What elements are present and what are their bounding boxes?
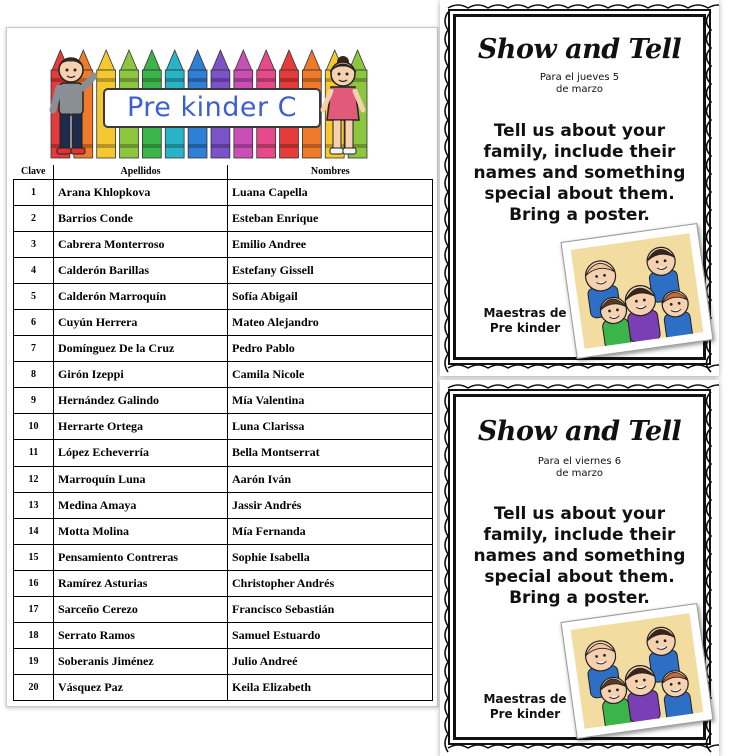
nombres-cell: Pedro Pablo	[228, 336, 433, 362]
flyer-teachers	[470, 692, 580, 722]
table-row	[14, 623, 433, 649]
table-row	[14, 518, 433, 544]
table-row	[14, 336, 433, 362]
table-row	[14, 440, 433, 466]
table-row	[14, 649, 433, 675]
table-row	[14, 257, 433, 283]
table-header-row	[14, 165, 433, 179]
nombres-cell: Julio Andreé	[228, 649, 433, 675]
apellidos-cell: Pensamiento Contreras	[54, 544, 228, 570]
clave-cell: 4	[14, 257, 54, 283]
nombres-cell: Esteban Enrique	[228, 205, 433, 231]
girl-illustration-icon	[319, 54, 369, 158]
table-row	[14, 362, 433, 388]
table-row	[14, 597, 433, 623]
nombres-cell: Bella Montserrat	[228, 440, 433, 466]
nombres-cell: Luana Capella	[228, 179, 433, 205]
apellidos-cell: Cabrera Monterroso	[54, 231, 228, 257]
apellidos-cell: Serrato Ramos	[54, 623, 228, 649]
nombres-cell: Luna Clarissa	[228, 414, 433, 440]
clave-cell: 6	[14, 309, 54, 335]
flyer-message: Tell us about your family, include their names and something special about them. Bring a poster.	[473, 121, 686, 225]
header-apellidos: Apellidos	[54, 165, 228, 179]
clave-cell: 1	[14, 179, 54, 205]
class-banner	[49, 48, 369, 160]
apellidos-cell: Hernández Galindo	[54, 388, 228, 414]
flyer-date-line1: Para el viernes 6	[537, 456, 622, 467]
clave-cell: 20	[14, 675, 54, 701]
nombres-cell: Francisco Sebastián	[228, 597, 433, 623]
nombres-cell: Mía Fernanda	[228, 518, 433, 544]
nombres-cell: Jassir Andrés	[228, 492, 433, 518]
nombres-cell: Mateo Alejandro	[228, 309, 433, 335]
clave-cell: 17	[14, 597, 54, 623]
clave-cell: 7	[14, 336, 54, 362]
clave-cell: 5	[14, 283, 54, 309]
table-row	[14, 205, 433, 231]
table-row	[14, 388, 433, 414]
apellidos-cell: Ramírez Asturias	[54, 570, 228, 596]
apellidos-cell: Vásquez Paz	[54, 675, 228, 701]
nombres-cell: Camila Nicole	[228, 362, 433, 388]
flyer-message: Tell us about your family, include their names and something special about them. Bring a poster.	[473, 504, 686, 608]
boy-illustration-icon	[47, 54, 97, 158]
apellidos-cell: Barrios Conde	[54, 205, 228, 231]
flyer-date	[440, 456, 719, 480]
apellidos-cell: Herrarte Ortega	[54, 414, 228, 440]
flyer-date-line1: Para el jueves 5	[539, 72, 620, 83]
header-clave: Clave	[14, 165, 54, 179]
student-rows	[14, 179, 433, 701]
apellidos-cell: Motta Molina	[54, 518, 228, 544]
flyer-date-line2: de marzo	[555, 468, 604, 479]
table-row	[14, 466, 433, 492]
clave-cell: 2	[14, 205, 54, 231]
clave-cell: 3	[14, 231, 54, 257]
table-row	[14, 492, 433, 518]
apellidos-cell: Cuyún Herrera	[54, 309, 228, 335]
apellidos-cell: Soberanis Jiménez	[54, 649, 228, 675]
clave-cell: 10	[14, 414, 54, 440]
class-roster-sheet	[6, 27, 438, 707]
clave-cell: 14	[14, 518, 54, 544]
flyer-teachers-line2: Pre kinder	[489, 707, 561, 721]
flyer-teachers-line1: Maestras de	[483, 306, 567, 320]
clave-cell: 9	[14, 388, 54, 414]
flyer-date-line2: de marzo	[555, 84, 604, 95]
flyer-teachers-line2: Pre kinder	[489, 321, 561, 335]
nombres-cell: Keila Elizabeth	[228, 675, 433, 701]
flyer-headline: Show and Tell	[477, 34, 682, 65]
apellidos-cell: Sarceño Cerezo	[54, 597, 228, 623]
nombres-cell: Samuel Estuardo	[228, 623, 433, 649]
apellidos-cell: Arana Khlopkova	[54, 179, 228, 205]
table-row	[14, 414, 433, 440]
table-row	[14, 309, 433, 335]
apellidos-cell: Calderón Barillas	[54, 257, 228, 283]
clave-cell: 12	[14, 466, 54, 492]
table-row	[14, 179, 433, 205]
clave-cell: 8	[14, 362, 54, 388]
flyer-date	[440, 72, 719, 96]
apellidos-cell: Marroquín Luna	[54, 466, 228, 492]
show-and-tell-flyer-friday	[440, 380, 719, 756]
table-row	[14, 544, 433, 570]
clave-cell: 11	[14, 440, 54, 466]
show-and-tell-flyer-thursday	[440, 0, 719, 376]
nombres-cell: Aarón Iván	[228, 466, 433, 492]
table-row	[14, 675, 433, 701]
apellidos-cell: Medina Amaya	[54, 492, 228, 518]
apellidos-cell: Calderón Marroquín	[54, 283, 228, 309]
clave-cell: 16	[14, 570, 54, 596]
table-row	[14, 231, 433, 257]
family-photo-icon	[560, 223, 713, 359]
apellidos-cell: Domínguez De la Cruz	[54, 336, 228, 362]
class-title: Pre kinder C	[103, 88, 321, 128]
apellidos-cell: Girón Izeppi	[54, 362, 228, 388]
flyer-teachers-line1: Maestras de	[483, 692, 567, 706]
clave-cell: 15	[14, 544, 54, 570]
clave-cell: 13	[14, 492, 54, 518]
nombres-cell: Estefany Gissell	[228, 257, 433, 283]
clave-cell: 19	[14, 649, 54, 675]
nombres-cell: Christopher Andrés	[228, 570, 433, 596]
flyer-teachers	[470, 306, 580, 336]
apellidos-cell: López Echeverría	[54, 440, 228, 466]
nombres-cell: Mía Valentina	[228, 388, 433, 414]
table-row	[14, 283, 433, 309]
header-nombres: Nombres	[228, 165, 433, 179]
table-row	[14, 570, 433, 596]
nombres-cell: Sophie Isabella	[228, 544, 433, 570]
flyer-headline: Show and Tell	[477, 416, 682, 447]
student-table	[13, 165, 433, 701]
nombres-cell: Emilio Andree	[228, 231, 433, 257]
nombres-cell: Sofía Abigail	[228, 283, 433, 309]
clave-cell: 18	[14, 623, 54, 649]
family-photo-icon	[560, 603, 713, 739]
